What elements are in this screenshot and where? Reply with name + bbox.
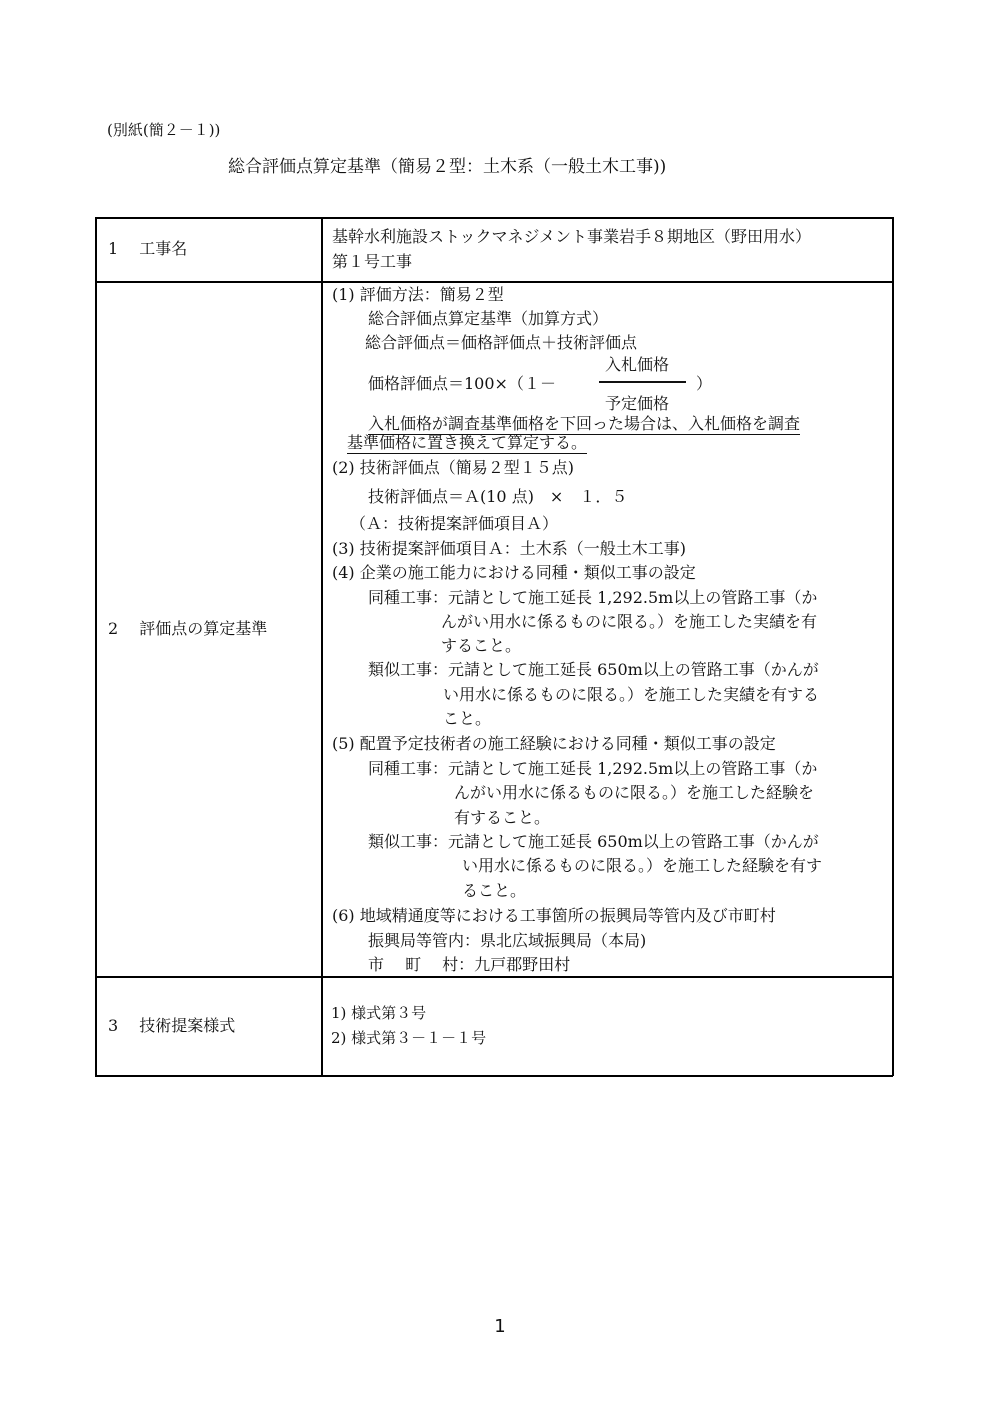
price-note-text-1: 入札価格が調査基準価格を下回った場合は、入札価格を調査 <box>368 414 801 433</box>
company-similar-line-2: い用水に係るものに限る。）を施工した実績を有する <box>443 685 820 704</box>
row-label-proposal-forms: 3 技術提案様式 <box>108 1016 236 1035</box>
table-border-left <box>95 217 97 1076</box>
price-formula-numerator: 入札価格 <box>605 355 670 374</box>
company-same-line-2: んがい用水に係るものに限る。）を施工した実績を有 <box>441 612 818 631</box>
price-note-line-2 <box>347 435 587 451</box>
engineer-similar-line-3: ること。 <box>462 881 527 900</box>
municipality: 市 町 村：九戸郡野田村 <box>368 955 571 974</box>
document-title: 総合評価点算定基準（簡易２型：土木系（一般土木工事)) <box>228 157 667 177</box>
engineer-experience-heading: (5) 配置予定技術者の施工経験における同種・類似工事の設定 <box>332 734 776 753</box>
company-similar-line-3: こと。 <box>443 709 492 728</box>
engineer-same-line-2: んがい用水に係るものに限る。）を施工した経験を <box>454 783 815 802</box>
tech-score-legend: （Ａ：技術提案評価項目Ａ） <box>350 514 559 533</box>
tech-score-heading: (2) 技術評価点（簡易２型１５点) <box>332 458 574 477</box>
price-note-line-1 <box>368 416 800 432</box>
page-number: 1 <box>494 1316 506 1337</box>
engineer-same-line-1: 同種工事：元請として施工延長 1,292.5m以上の管路工事（か <box>368 759 818 778</box>
price-formula-suffix: ） <box>696 374 713 393</box>
project-name-line-1: 基幹水利施設ストックマネジメント事業岩手８期地区（野田用水） <box>332 227 812 246</box>
company-capability-heading: (4) 企業の施工能力における同種・類似工事の設定 <box>332 563 696 582</box>
table-border-divider <box>321 217 323 1076</box>
price-formula-prefix: 価格評価点＝100×（１－ <box>368 374 556 393</box>
form-item-1: 1) 様式第３号 <box>331 1004 427 1022</box>
table-border-bottom <box>95 1075 893 1077</box>
evaluation-item-a: (3) 技術提案評価項目Ａ：土木系（一般土木工事) <box>332 539 686 558</box>
price-note-text-2: 基準価格に置き換えて算定する。 <box>347 433 588 452</box>
table-border-row1 <box>95 281 893 283</box>
table-border-row2 <box>95 976 893 978</box>
engineer-similar-line-1: 類似工事：元請として施工延長 650m以上の管路工事（かんが <box>368 832 819 851</box>
table-border-top <box>95 217 893 219</box>
company-similar-line-1: 類似工事：元請として施工延長 650m以上の管路工事（かんが <box>368 660 819 679</box>
company-same-line-3: すること。 <box>441 636 522 655</box>
method-basis: 総合評価点算定基準（加算方式） <box>368 309 609 328</box>
project-name-line-2: 第１号工事 <box>332 252 413 271</box>
row-label-criteria: 2 評価点の算定基準 <box>108 619 268 638</box>
method-heading: (1) 評価方法：簡易２型 <box>332 285 504 304</box>
row-label-project-name: 1 工事名 <box>108 239 188 258</box>
form-item-2: 2) 様式第３－１－１号 <box>331 1029 487 1047</box>
regional-office: 振興局等管内：県北広域振興局（本局) <box>368 931 647 950</box>
price-formula-denominator: 予定価格 <box>605 394 670 413</box>
total-score-formula: 総合評価点＝価格評価点＋技術評価点 <box>365 333 638 352</box>
tech-score-formula: 技術評価点＝Ａ(10 点) × １．５ <box>368 487 628 506</box>
engineer-same-line-3: 有すること。 <box>454 808 551 827</box>
regional-knowledge-heading: (6) 地域精通度等における工事箇所の振興局等管内及び市町村 <box>332 906 776 925</box>
fraction-bar <box>599 381 686 383</box>
document-reference: (別紙(簡２－１)) <box>107 121 221 139</box>
table-border-right <box>892 217 894 1076</box>
engineer-similar-line-2: い用水に係るものに限る。）を施工した経験を有す <box>462 856 823 875</box>
company-same-line-1: 同種工事：元請として施工延長 1,292.5m以上の管路工事（か <box>368 588 818 607</box>
